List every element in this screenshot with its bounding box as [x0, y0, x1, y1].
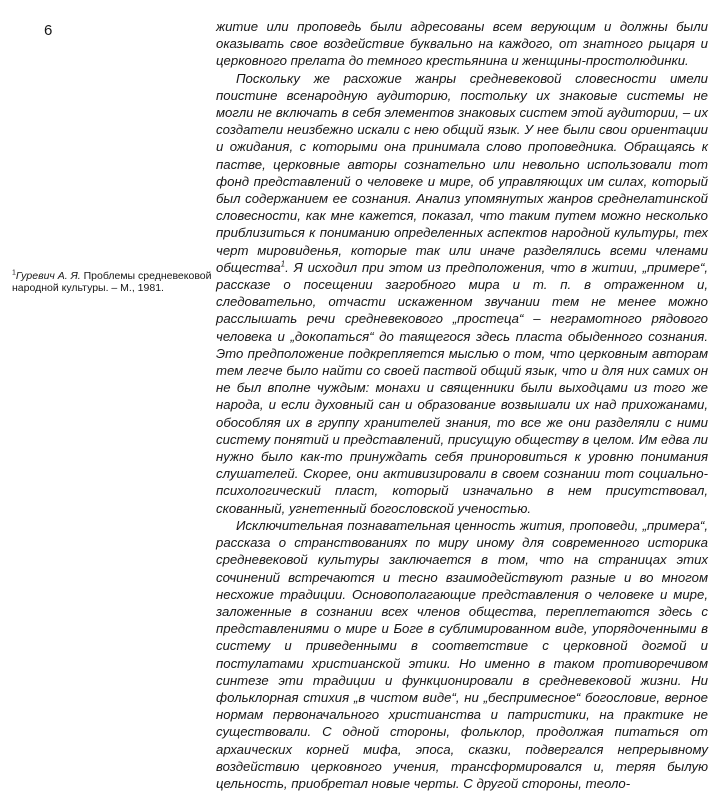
paragraph-2-part-a: Поскольку же расхожие жанры средневековой словесности имели поистине всенародную аудиторию, постольку их знаковые системы не могли не включать в себя элементов знаковых систем этой аудитории, – их создатели неизбежно искали с нею общий язык. У нее были свои ориентации и ожидания, с которыми она принимала слово проповедника. Обращаясь к пастве, церковные авторы сознательно или невольно использовали тот фонд представлений о человеке и мире, об управляющих им силах, который был содержанием ее сознания. Анализ упомянутых жанров среднелатинской словесности, как мне кажется, показал, что таким путем можно несколько приблизиться к пониманию определенных аспектов народной культуры, тех черт мировиденья, которые так или иначе разделялись всеми членами общества [216, 70, 708, 275]
footnote-marker: 1 [12, 269, 16, 277]
page-number: 6 [44, 22, 53, 39]
paragraph-2 [216, 70, 708, 517]
footnote-author: Гуревич А. Я. [15, 270, 81, 282]
paragraph-1: житие или проповедь были адресованы всем верующим и должны были оказывать свое воздействие буквально на каждого, от знатного рыцаря и церковного прелата до темного крестьянина и женщины-простолюдинки. [216, 19, 708, 69]
paragraph-2-part-b: . Я исходил при этом из предположения, что в житии, „примере“, рассказе о посещении загробного мира и т. п. в отраженном и, следовательно, отчасти искаженном звучании тем не менее можно расслышать речи средневекового „простеца“ – неграмотного рядового человека и „докопаться“ до таящегося здесь пласта обыденного сознания. Это предположение подкрепляется мыслью о том, что церковным авторам тем легче было найти со своей паствой общий язык, что и для них самих он не был вполне чуждым: монахи и священники были выходцами из того же народа, и если духовный сан и образование возвышали их над прихожанами, обособляя их в группу хранителей знания, то все же они разделяли с ними систему понятий и представлений, присущую обществу в целом. Им едва ли нужно было как-то принуждать себя приноровиться к уровню понимания слушателей. Скорее, они активизировали в своем сознании тот социально-психологический пласт, который изначально в нем присутствовал, скованный, угнетенный богословской ученостью. [216, 259, 708, 516]
footnote-text: Проблемы средневековой народной культуры. – М., 1981. [12, 270, 212, 294]
footnote [12, 270, 212, 294]
footnote-reference: 1 [280, 259, 286, 269]
paragraph-3: Исключительная познавательная ценность жития, проповеди, „примера“, рассказа о странствованиях по миру иному для современного историка средневековой культуры заключается в том, что на страницах этих сочинений встречаются и тесно взаимодействуют разные и во многом несхожие традиции. Основополагающие представления о человеке и мире, заложенные в сознании всех членов общества, переплетаются здесь с представлениями о мире и Боге в сублимированном виде, упорядоченными в систему и приведенными в соответствие с церковной догмой и постулатами христианской этики. Но именно в таком противоречивом синтезе эти традиции и функционировали в средневековой жизни. Ни фольклорная стихия „в чистом виде“, ни „беспримесное“ богословие, верное нормам первоначального христианства и патристики, на практике не существовали. С одной стороны, фольклор, продолжая питаться от архаических корней мифа, эпоса, сказки, подвергался непрерывному воздействию церковного учения, трансформировался и, теряя былую цельность, приобретал новые черты. С другой стороны, теоло- [216, 517, 708, 791]
main-text [216, 18, 708, 792]
